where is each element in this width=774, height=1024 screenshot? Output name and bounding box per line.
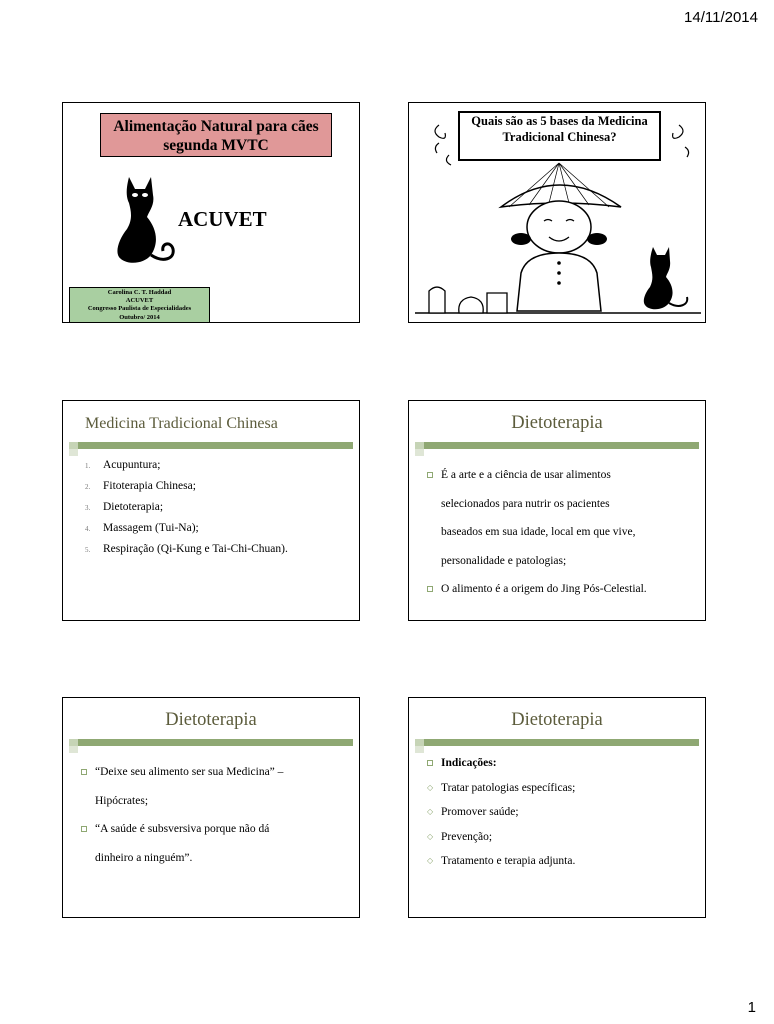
title-bar-accent	[69, 442, 78, 449]
list-item: 1. Acupuntura;	[85, 459, 161, 471]
slide-thumbnail-4	[408, 400, 706, 621]
list-item: 3. Dietoterapia;	[85, 501, 164, 513]
list-item: ◇ Tratar patologias específicas;	[427, 776, 697, 801]
title-bar-accent	[415, 449, 424, 456]
square-bullet-icon	[427, 760, 433, 766]
cat-logo-icon	[111, 173, 181, 273]
bullet-list	[81, 758, 351, 872]
title-bar	[415, 442, 699, 449]
list-item: 2. Fitoterapia Chinesa;	[85, 480, 196, 492]
title-bar	[69, 739, 353, 746]
square-bullet-icon	[81, 826, 87, 832]
brand-name: ACUVET	[178, 207, 267, 231]
list-item-continuation: personalidade e patologias;	[441, 554, 567, 567]
title-bar-accent	[415, 746, 424, 753]
slide-thumbnail-1	[62, 102, 360, 323]
list-item-continuation: Hipócrates;	[95, 794, 149, 807]
diamond-bullet-icon: ◇	[427, 807, 434, 816]
list-item: 5. Respiração (Qi-Kung e Tai-Chi-Chuan).	[85, 543, 288, 555]
credit-author: Carolina C. T. Haddad	[107, 289, 172, 296]
list-item: O alimento é a origem do Jing Pós-Celestial.	[427, 575, 697, 604]
square-bullet-icon	[81, 769, 87, 775]
credit-event: Congresso Paulista de Especialidades	[87, 305, 192, 313]
list-heading: Indicações:	[427, 751, 697, 776]
slide-thumbnail-5	[62, 697, 360, 918]
list-item: É a arte e a ciência de usar alimentos	[427, 461, 697, 490]
credit-date: Outubro/ 2014	[119, 313, 160, 321]
title-bar	[415, 739, 699, 746]
square-bullet-icon	[427, 586, 433, 592]
list-item-continuation: baseados em sua idade, local em que vive,	[441, 526, 636, 538]
bullet-list	[427, 751, 697, 874]
list-item: ◇ Prevenção;	[427, 825, 697, 850]
credit-org: ACUVET	[125, 297, 154, 305]
title-bar-accent	[69, 746, 78, 753]
title-bar-accent	[415, 739, 424, 746]
list-item-continuation: selecionados para nutrir os pacientes	[441, 497, 610, 510]
numbered-list	[85, 459, 288, 564]
title-bar-accent	[69, 739, 78, 746]
diamond-bullet-icon: ◇	[427, 856, 434, 865]
bullet-list	[427, 461, 697, 604]
title-bar	[69, 442, 353, 449]
list-item: ◇ Promover saúde;	[427, 800, 697, 825]
list-item: “A saúde é subsversiva porque não dá	[81, 815, 351, 844]
credit-box	[69, 287, 210, 323]
slide-title: Dietoterapia	[511, 413, 603, 433]
title-bar-accent	[415, 442, 424, 449]
list-item-continuation: dinheiro a ninguém”.	[95, 851, 193, 864]
square-bullet-icon	[427, 472, 433, 478]
print-date: 14/11/2014	[684, 9, 758, 26]
slide-thumbnail-6	[408, 697, 706, 918]
slide-thumbnail-3	[62, 400, 360, 621]
diamond-bullet-icon: ◇	[427, 831, 434, 841]
slide-title: Alimentação Natural para cães segunda MVTC	[100, 113, 332, 157]
list-item: “Deixe seu alimento ser sua Medicina” –	[81, 758, 351, 787]
slide-title: Quais são as 5 bases da Medicina Tradicional Chinesa?	[458, 111, 661, 161]
page-number: 1	[747, 999, 756, 1016]
list-item: ◇ Tratamento e terapia adjunta.	[427, 849, 697, 874]
title-bar-accent	[69, 449, 78, 456]
slide-title: Dietoterapia	[511, 710, 603, 730]
diamond-bullet-icon: ◇	[427, 782, 434, 792]
slide-thumbnail-2	[408, 102, 706, 323]
list-item: 4. Massagem (Tui-Na);	[85, 522, 199, 534]
slide-title: Dietoterapia	[165, 710, 257, 730]
slide-title: Medicina Tradicional Chinesa	[85, 415, 278, 432]
